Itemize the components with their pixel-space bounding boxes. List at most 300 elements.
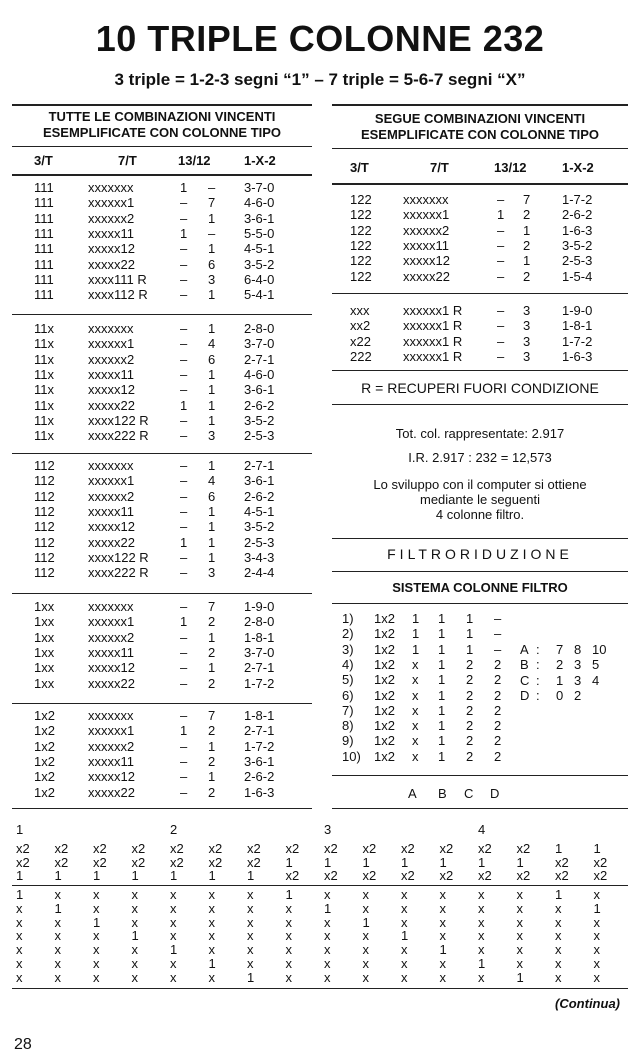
column-header: 7/T: [430, 160, 449, 175]
cell: 11x: [34, 336, 54, 352]
cell: xxxx111 R: [88, 271, 147, 287]
column-header: 3/T: [34, 153, 53, 168]
cell: 2: [208, 753, 216, 769]
cell: xxxxxx2: [88, 210, 135, 226]
cell: 1: [523, 253, 531, 269]
cell: 112: [34, 488, 55, 504]
cell: 2: [523, 207, 531, 223]
grid-cell: x: [324, 914, 331, 930]
grid-cell: x: [208, 928, 215, 944]
cell: 11x: [34, 366, 54, 382]
divider: [332, 183, 628, 185]
grid-cell: x: [16, 956, 23, 971]
cell: 112: [34, 473, 55, 489]
grid-cell: x: [208, 969, 215, 985]
cell: 4-6-0: [244, 195, 275, 211]
cell: 6: [208, 488, 216, 504]
grid-cell: x: [439, 914, 446, 930]
grid-cell: x2: [208, 841, 223, 856]
cell: 1xx: [34, 629, 55, 645]
cell: 3: [208, 428, 216, 444]
cell: 3-5-2: [562, 237, 593, 253]
table-row: [0, 350, 640, 364]
grid-cell: x: [285, 942, 292, 958]
cell: :: [536, 642, 540, 657]
grid-cell: x: [131, 956, 138, 971]
grid-cell: x: [362, 928, 369, 944]
cell: 3: [574, 672, 582, 688]
recovery-note: R = RECUPERI FUORI CONDIZIONE: [361, 380, 599, 396]
cell: 2: [494, 702, 502, 718]
table-row: [0, 786, 640, 800]
cell: B: [520, 657, 529, 673]
cell: 3-6-1: [244, 210, 275, 226]
cell: 111: [34, 241, 54, 257]
cell: 8: [574, 642, 582, 657]
column-group-marker: 1: [16, 822, 24, 837]
table-row: [0, 254, 640, 268]
grid-cell: x: [362, 887, 369, 902]
table-row: [0, 770, 640, 784]
cell: 2: [466, 748, 474, 764]
grid-cell: x: [555, 956, 562, 971]
grid-cell: x: [208, 942, 215, 958]
cell: 11x: [34, 321, 54, 336]
cell: 122: [350, 253, 372, 269]
grid-cell: x2: [93, 854, 107, 870]
cell: 1-6-3: [562, 222, 593, 238]
grid-cell: 1: [285, 887, 293, 902]
grid-body-row: [0, 916, 640, 929]
grid-cell: x2: [16, 854, 30, 870]
cell: 2-4-4: [244, 565, 275, 581]
cell: –: [494, 611, 502, 626]
grid-cell: x: [516, 956, 523, 971]
cell: 2): [342, 626, 354, 642]
column-header: 7/T: [118, 153, 137, 168]
cell: 1-7-2: [244, 675, 275, 691]
grid-cell: x: [362, 969, 369, 985]
grid-body-row: [0, 902, 640, 915]
cell: 3-4-3: [244, 549, 275, 565]
cell: 122: [350, 268, 372, 284]
cell: –: [180, 644, 188, 660]
grid-cell: 1: [54, 868, 62, 883]
development-note: mediante le seguenti: [420, 492, 540, 507]
column-group-marker: 3: [324, 822, 332, 837]
cell: 1: [180, 397, 188, 413]
cell: –: [180, 565, 188, 581]
grid-cell: 1: [439, 854, 447, 870]
cell: 2-6-2: [562, 207, 593, 223]
right-heading-2: ESEMPLIFICATE CON COLONNE TIPO: [360, 127, 600, 142]
cell: 112: [34, 565, 55, 581]
divider: [332, 808, 628, 809]
cell: 1-8-1: [244, 629, 275, 645]
cell: –: [208, 225, 216, 241]
cell: A: [520, 642, 529, 657]
cell: 3-6-1: [244, 753, 275, 769]
table-row: [0, 270, 640, 284]
cell: :: [536, 672, 540, 688]
cell: 2: [574, 687, 582, 703]
cell: x: [412, 702, 419, 718]
grid-header-row: [0, 869, 640, 882]
cell: 1: [208, 366, 216, 382]
grid-cell: x2: [439, 868, 454, 883]
continua-label: (Continua): [555, 996, 620, 1011]
cell: 4-6-0: [244, 366, 275, 382]
cell: –: [497, 348, 505, 364]
grid-cell: x: [170, 900, 177, 916]
grid-cell: 1: [324, 854, 332, 870]
grid-cell: x: [439, 887, 446, 902]
cell: xxxxx11: [403, 237, 449, 253]
filter-condition: [0, 643, 640, 657]
cell: 9): [342, 733, 354, 749]
cell: 11x: [34, 397, 54, 413]
cell: –: [180, 599, 188, 614]
cell: –: [180, 769, 188, 785]
cell: 2: [494, 656, 502, 672]
cell: xxxxxx1: [403, 207, 450, 223]
grid-cell: 1: [555, 887, 563, 902]
cell: 2: [466, 718, 474, 734]
cell: 111: [34, 210, 54, 226]
grid-cell: x: [208, 887, 215, 902]
cell: 10): [342, 748, 361, 764]
cell: xxxxxx1: [88, 723, 135, 739]
cell: 2: [494, 733, 502, 749]
grid-cell: 1: [516, 854, 524, 870]
cell: 1: [466, 626, 474, 642]
filter-row: [0, 750, 640, 764]
cell: xxxxxx1: [88, 614, 135, 630]
cell: x22: [350, 333, 371, 349]
cell: –: [180, 256, 188, 272]
cell: :: [536, 687, 540, 703]
grid-cell: x2: [516, 868, 531, 883]
cell: xxxxxx2: [88, 629, 135, 645]
grid-cell: x: [54, 887, 61, 902]
grid-cell: x: [555, 914, 562, 930]
grid-cell: x: [516, 914, 523, 930]
cell: –: [180, 549, 188, 565]
table-row: [0, 208, 640, 222]
grid-cell: 1: [208, 868, 216, 883]
grid-cell: x2: [401, 868, 415, 883]
cell: 1: [438, 733, 446, 749]
cell: –: [494, 641, 502, 657]
grid-cell: x: [54, 956, 61, 971]
cell: 112: [34, 503, 55, 519]
grid-cell: 1: [516, 969, 524, 985]
grid-cell: x: [16, 928, 23, 944]
cell: 5-5-0: [244, 225, 275, 241]
grid-cell: x2: [54, 854, 69, 870]
grid-cell: x: [478, 928, 485, 944]
cell: 1-7-2: [244, 738, 275, 754]
grid-cell: 1: [362, 854, 370, 870]
cell: 2: [494, 687, 502, 703]
grid-cell: x: [247, 942, 254, 958]
grid-cell: x2: [478, 868, 492, 883]
cell: –: [494, 626, 502, 642]
cell: –: [180, 428, 188, 444]
cell: 7: [208, 708, 216, 723]
cell: 1: [556, 672, 564, 688]
divider: [12, 593, 312, 594]
cell: 1: [208, 660, 216, 676]
grid-cell: 1: [478, 854, 486, 870]
cell: 1x2: [374, 656, 395, 672]
cell: –: [497, 318, 505, 334]
total-line: Tot. col. rappresentate: 2.917: [395, 426, 565, 441]
cell: 2: [494, 672, 502, 688]
cell: 4-5-1: [244, 241, 275, 257]
cell: 1: [180, 534, 188, 550]
cell: 1: [412, 611, 420, 626]
divider: [12, 174, 312, 176]
cell: –: [180, 660, 188, 676]
grid-cell: x: [555, 928, 562, 944]
cell: 1xx: [34, 660, 55, 676]
cell: –: [180, 675, 188, 691]
grid-cell: 1: [16, 868, 24, 883]
grid-cell: x: [516, 928, 523, 944]
cell: 3-7-0: [244, 180, 275, 195]
cell: 3: [523, 318, 531, 334]
grid-cell: x: [208, 900, 215, 916]
cell: xxxxx12: [88, 241, 135, 257]
cell: 1-7-2: [562, 333, 593, 349]
cell: 2-5-3: [562, 253, 593, 269]
grid-cell: x: [593, 928, 600, 944]
grid-cell: x: [54, 969, 61, 985]
cell: xxxxx22: [88, 534, 135, 550]
grid-cell: 1: [593, 841, 601, 856]
grid-cell: 1: [93, 868, 101, 883]
cell: 2-7-1: [244, 660, 275, 676]
cell: 1: [208, 769, 216, 785]
cell: 112: [34, 549, 55, 565]
cell: 8): [342, 718, 354, 734]
grid-body-row: [0, 971, 640, 984]
cell: xxxx122 R: [88, 549, 149, 565]
grid-cell: x2: [247, 854, 261, 870]
cell: xxxxx12: [88, 519, 135, 535]
cell: 11x: [34, 382, 54, 398]
cell: 1: [438, 687, 446, 703]
cell: xxxxxx1: [88, 195, 135, 211]
grid-cell: x2: [285, 841, 300, 856]
grid-cell: 1: [478, 956, 486, 971]
cell: –: [180, 366, 188, 382]
cell: 3: [208, 271, 216, 287]
cell: 1: [208, 549, 216, 565]
cell: xxxxxx2: [88, 488, 135, 504]
cell: 1: [412, 641, 420, 657]
cell: 3-5-2: [244, 412, 275, 428]
cell: 1: [180, 180, 188, 195]
cell: –: [180, 271, 188, 287]
filter-footer-label: B: [438, 786, 447, 801]
cell: xxxxxx1 R: [403, 348, 463, 364]
cell: 1x2: [374, 702, 395, 718]
cell: 1: [438, 718, 446, 734]
cell: xxxxxxx: [403, 192, 449, 207]
column-header: 3/T: [350, 160, 369, 175]
cell: 2: [466, 687, 474, 703]
divider: [332, 104, 628, 106]
grid-cell: x: [247, 956, 254, 971]
cell: 1: [412, 626, 420, 642]
grid-cell: x: [170, 969, 177, 985]
grid-cell: x2: [555, 854, 569, 870]
cell: 5: [592, 657, 600, 673]
cell: 1: [180, 225, 188, 241]
grid-cell: x: [439, 900, 446, 916]
cell: 1): [342, 611, 354, 626]
cell: 3): [342, 641, 354, 657]
cell: 6-4-0: [244, 271, 275, 287]
cell: 1: [438, 748, 446, 764]
cell: 7: [208, 599, 216, 614]
grid-cell: 1: [131, 928, 139, 944]
grid-cell: x: [54, 928, 61, 944]
grid-cell: x: [439, 969, 446, 985]
cell: xxxxxxx: [88, 458, 134, 473]
grid-cell: x: [93, 969, 100, 985]
cell: 1x2: [374, 718, 395, 734]
grid-cell: x: [478, 900, 485, 916]
cell: 1xx: [34, 675, 55, 691]
grid-cell: 1: [285, 854, 293, 870]
cell: xxxxxxx: [88, 321, 134, 336]
cell: 1: [208, 412, 216, 428]
grid-cell: x: [285, 969, 292, 985]
cell: 2: [494, 748, 502, 764]
cell: 1: [497, 207, 505, 223]
cell: 1: [438, 626, 446, 642]
cell: xxxxx11: [88, 753, 134, 769]
cell: 1: [523, 222, 531, 238]
grid-cell: x: [362, 956, 369, 971]
table-row: [0, 399, 640, 413]
cell: –: [180, 351, 188, 367]
cell: xxxxxx2: [88, 738, 135, 754]
grid-cell: x2: [593, 854, 608, 870]
cell: xxxxx12: [88, 382, 135, 398]
grid-cell: 1: [170, 942, 178, 958]
grid-cell: x: [401, 956, 408, 971]
cell: 11x: [34, 412, 54, 428]
cell: 6: [208, 256, 216, 272]
cell: xxxx112 R: [88, 287, 148, 303]
cell: 1: [208, 458, 216, 473]
grid-cell: x: [324, 887, 331, 902]
cell: xxxxx12: [88, 769, 135, 785]
filter-row: [0, 612, 640, 626]
table-row: [0, 566, 640, 580]
column-header: 1-X-2: [244, 153, 276, 168]
grid-cell: 1: [131, 868, 139, 883]
grid-cell: x: [170, 956, 177, 971]
grid-cell: x2: [362, 841, 377, 856]
cell: xxxx222 R: [88, 565, 149, 581]
cell: –: [497, 253, 505, 269]
cell: 3: [523, 303, 531, 318]
cell: 1-6-3: [562, 348, 593, 364]
cell: xxxx222 R: [88, 428, 149, 444]
grid-cell: x: [555, 942, 562, 958]
grid-cell: x: [285, 914, 292, 930]
filter-row: [0, 719, 640, 733]
cell: 4: [208, 473, 216, 489]
page-subtitle: 3 triple = 1-2-3 segni “1” – 7 triple = 5-6-7 segni “X”: [114, 70, 526, 89]
divider: [12, 988, 628, 989]
cell: xxxxxx1 R: [403, 318, 463, 334]
grid-cell: x: [324, 956, 331, 971]
cell: 1: [208, 210, 216, 226]
grid-cell: x: [170, 928, 177, 944]
cell: 3: [574, 657, 582, 673]
cell: xxxxx12: [88, 660, 135, 676]
cell: 1x2: [374, 687, 395, 703]
column-group-marker: 4: [478, 822, 486, 837]
grid-cell: x2: [555, 868, 569, 883]
grid-cell: x: [285, 900, 292, 916]
cell: 122: [350, 237, 372, 253]
cell: –: [180, 336, 188, 352]
cell: 2: [208, 644, 216, 660]
cell: –: [180, 784, 188, 800]
table-row: [0, 304, 640, 318]
cell: 1: [208, 738, 216, 754]
cell: 7: [208, 195, 216, 211]
grid-cell: 1: [16, 887, 24, 902]
system-title: SISTEMA COLONNE FILTRO: [392, 580, 568, 595]
cell: 111: [34, 195, 54, 211]
cell: 2-7-1: [244, 723, 275, 739]
cell: xxxxx11: [88, 503, 134, 519]
cell: xxxxx11: [88, 225, 134, 241]
cell: 0: [556, 687, 564, 703]
cell: x: [412, 748, 419, 764]
grid-body-row: [0, 943, 640, 956]
cell: 3: [523, 348, 531, 364]
cell: –: [180, 629, 188, 645]
grid-cell: x2: [401, 841, 415, 856]
grid-cell: 1: [593, 900, 601, 916]
cell: 1-9-0: [562, 303, 593, 318]
column-header: 13/12: [494, 160, 527, 175]
divider: [12, 808, 312, 809]
cell: 2: [208, 614, 216, 630]
development-note: 4 colonne filtro.: [435, 507, 525, 522]
grid-cell: x: [16, 942, 23, 958]
grid-cell: x: [324, 928, 331, 944]
grid-cell: x: [247, 928, 254, 944]
cell: 2: [523, 237, 531, 253]
filter-row: [0, 704, 640, 718]
grid-cell: x2: [324, 868, 338, 883]
cell: xxxxxxx: [88, 599, 134, 614]
grid-cell: x: [593, 956, 600, 971]
cell: 1: [438, 702, 446, 718]
grid-cell: x: [593, 969, 600, 985]
cell: 112: [34, 458, 55, 473]
